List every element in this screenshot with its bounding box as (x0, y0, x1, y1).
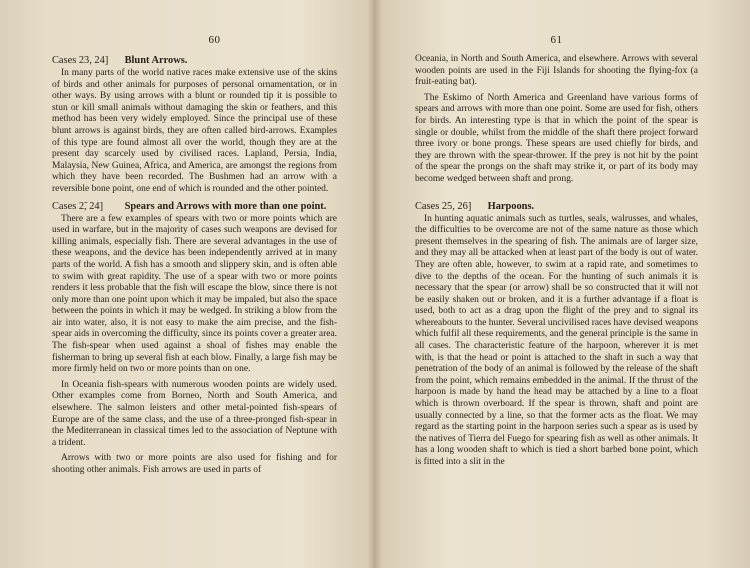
cases-reference: Cases 2̃, 24] (52, 200, 104, 212)
paragraph: In Oceania fish-spears with numerous wooden points are widely used. Other examples come from Borneo, North and South America, and elsewhere. The salmon leisters and other metal-pointed fish-spears of Europe are of the same class, and the use of a three-pronged fish-spear in the Mediterranean in classical times led to the association of Neptune with a trident. (52, 379, 337, 448)
section-heading-spears-arrows (52, 200, 337, 213)
page-number: 61 (550, 34, 563, 46)
paragraph: Oceania, in North and South America, and elsewhere. Arrows with several wooden points are used in the Fiji Islands for shooting the flying-fox (a fruit-eating bat). (415, 54, 698, 88)
right-page (375, 0, 750, 568)
section-title: Blunt Arrows. (124, 55, 188, 66)
paragraph: The Eskimo of North America and Greenland have various forms of spears and arrows with more than one point. Some are used for fish, others for birds. An interesting type is that in which the point of the spear is single or double, whilst from the middle of the shaft there project forward three ivory or bone prongs. These spears are used chiefly for birds, and they are thrown with the spear-thrower. If the prey is not hit by the point of the spear the prongs on the shaft may strike it, or part of its body may become wedged between shaft and prong. (415, 92, 698, 184)
section-heading-harpoons (415, 200, 698, 213)
cases-reference: Cases 23, 24] (52, 55, 109, 66)
paragraph: In hunting aquatic animals such as turtles, seals, walrusses, and whales, the difficulties to be overcome are not of the same nature as those which present themselves in the spearing of fish. The animals are of larger size, and they may all be attacked when at least part of the body is out of water. They are often able, however, to swim at a rapid rate, and sometimes to dive to the depths of the ocean. For the hunting of such animals it is necessary that the spear (or arrow) shall be so constructed that it will not be easily shaken out or broken, and it is a further advantage if a float is used, both to act as a drag upon the flight of the prey and to signal its whereabouts to the hunter. Several uncivilised races have devised weapons which fulfil all these requirements, and the general principle is the same in all cases. The characteristic feature of the harpoon, wherever it is met with, is that the head or point is attached to the shaft in such a way that penetration of the body of an animal is followed by the release of the shaft from the point, which remains embedded in the animal. If the thrust of the harpoon is made by hand the head may be attached by a line to a float which is thrown overboard. If the spear is thrown, shaft and point are usually connected by a line, so that the former acts as the float. We may regard as the starting point in the harpoon series such a spear as is used by the natives of Tierra del Fuego for spearing fish as well as other animals. It has a long wooden shaft to which is tied a short barbed bone point, which is fitted into a slit in the (415, 213, 698, 467)
paragraph: In many parts of the world native races make extensive use of the skins of birds and other animals for purposes of personal ornamentation, or in other ways. By using arrows with a blunt or rounded tip it is possible to stun or kill small animals without damaging the skin or feathers, and this method has been very widely employed. Since the principal use of these blunt arrows is against birds, they are often called bird-arrows. Examples of this type are found almost all over the world, though they are at the present day scarcely used by civilised races. Lapland, Persia, India, Malaysia, New Guinea, Africa, and America, are amongst the regions from which they have been recorded. The Bushmen had an arrow with a reversible bone point, one end of which is rounded and the other pointed. (52, 68, 337, 194)
cases-reference: Cases 25, 26] (415, 200, 472, 212)
section-title: Harpoons. (487, 200, 535, 212)
section-gap (415, 190, 698, 198)
paragraph: Arrows with two or more points are also used for fishing and for shooting other animals. Fish arrows are used in parts of (52, 453, 337, 475)
section-heading-blunt-arrows (52, 54, 337, 67)
section-title: Spears and Arrows with more than one point. (124, 200, 327, 212)
page-number: 60 (208, 34, 221, 46)
paragraph: There are a few examples of spears with two or more points which are used in warfare, but in the majority of cases such weapons are devised for killing animals, especially fish. There are several advantages in the use of these weapons, and the device has been independently arrived at in many parts of the world. A fish has a smooth and slippery skin, and is often able to swim with great rapidity. The use of a spear with two or more points renders it less probable that the fish will escape the blow, since there is not only more than one point upon which it may be impaled, but also the space between the points in which it may be wedged. In striking a blow from the air into water, also, it is not easy to make the aim precise, and the fish-spear aids in overcoming the difficulty, since its points cover a greater area. The fish-spear when used against a shoal of fishes may enable the fisherman to bring up several fish at each blow. Finally, a large fish may be more firmly held on two or more points than on one. (52, 213, 337, 375)
